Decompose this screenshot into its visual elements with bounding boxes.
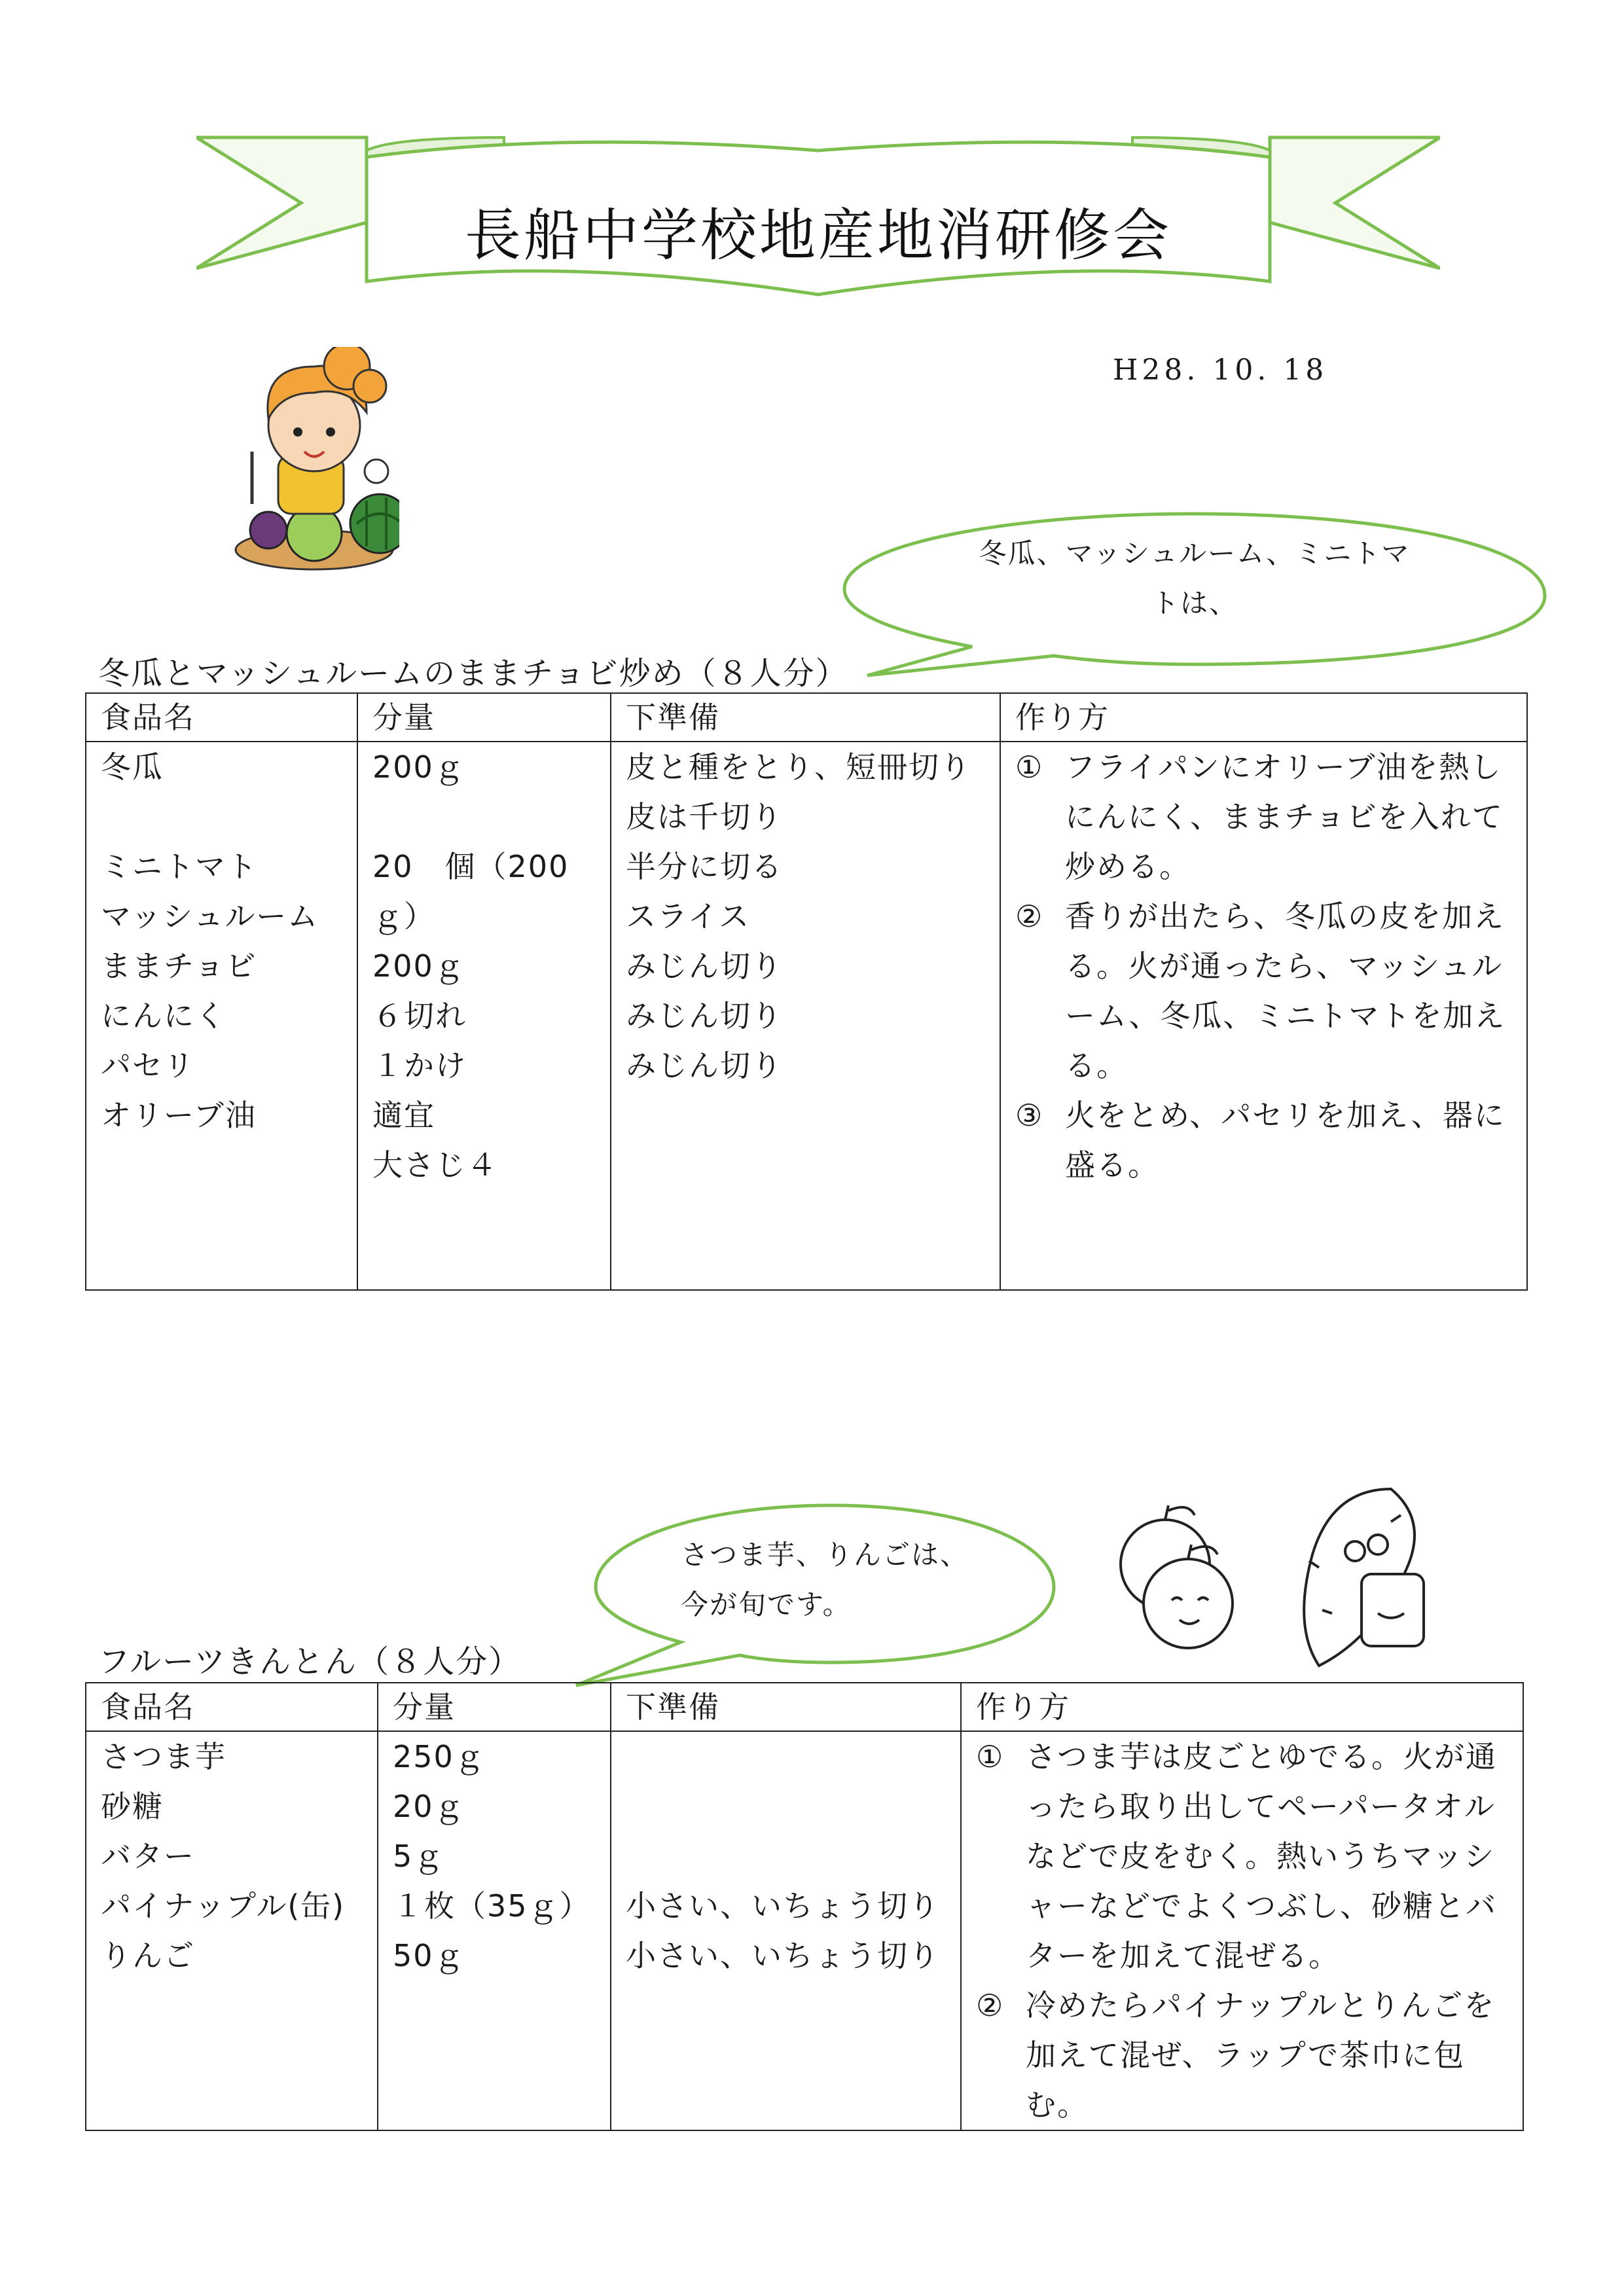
table-row	[86, 1731, 1523, 2130]
amount: 200ｇ	[372, 749, 465, 785]
amount: 20 個（200	[372, 849, 569, 884]
ingredient: りんご	[101, 1938, 195, 1973]
ingredient: さつま芋	[101, 1739, 226, 1774]
table-header-row	[86, 693, 1527, 742]
steps-cell	[961, 1731, 1523, 2130]
amounts-cell	[378, 1731, 611, 2130]
amount: １枚（35ｇ）	[393, 1888, 591, 1924]
ingredient: 砂糖	[101, 1789, 164, 1824]
apple-illustration	[1106, 1505, 1257, 1656]
recipe-title: 冬瓜とマッシュルームのままチョビ炒め（８人分）	[98, 655, 848, 692]
column-header: 分量	[378, 1683, 611, 1731]
prep-item: みじん切り	[626, 1048, 783, 1083]
step-item	[1015, 742, 1512, 891]
amount: 250ｇ	[393, 1739, 486, 1774]
mascot-illustration	[216, 347, 399, 576]
column-header: 分量	[357, 693, 611, 742]
recipe-title: フルーツきんとん（８人分）	[98, 1643, 522, 1680]
amount: 20ｇ	[393, 1789, 465, 1824]
amount: 大さじ４	[372, 1147, 498, 1183]
step-text: 香りが出たら、冬瓜の皮を加える。火が通ったら、マッシュルーム、冬瓜、ミニトマトを加える。	[1065, 899, 1506, 1083]
prep-item: 皮は千切り	[626, 799, 783, 834]
step-number: ③	[1015, 1098, 1044, 1133]
ingredient: オリーブ油	[101, 1098, 257, 1133]
prep-item: 半分に切る	[626, 849, 783, 884]
prep-item: 皮と種をとり、短冊切り	[626, 749, 971, 785]
amount: 200ｇ	[372, 948, 465, 984]
prep-cell	[611, 742, 1000, 1290]
ingredient: ミニトマト	[101, 849, 258, 884]
prep-item: みじん切り	[626, 948, 783, 984]
column-header: 作り方	[961, 1683, 1523, 1731]
column-header: 食品名	[86, 693, 357, 742]
recipe-table	[85, 1682, 1524, 2131]
prep-item: 小さい、いちょう切り	[626, 1888, 940, 1924]
column-header: 下準備	[611, 693, 1000, 742]
step-text: フライパンにオリーブ油を熱しにんにく、ままチョビを入れて炒める。	[1065, 749, 1504, 884]
amount: 50ｇ	[393, 1938, 465, 1973]
ingredient: パイナップル(缶)	[101, 1888, 346, 1924]
step-number: ①	[1015, 749, 1044, 785]
steps-cell	[1000, 742, 1527, 1290]
prep-item	[626, 1732, 946, 1782]
ingredient: パセリ	[101, 1048, 195, 1083]
step-item	[1015, 1090, 1512, 1190]
column-header: 下準備	[611, 1683, 961, 1731]
amount: ６切れ	[372, 998, 467, 1033]
step-item	[1015, 891, 1512, 1090]
ingredient: にんにく	[101, 998, 226, 1033]
page-title: 長船中学校地産地消研修会	[465, 203, 1172, 268]
amount: 5ｇ	[393, 1839, 445, 1874]
amount: ｇ）	[372, 899, 435, 934]
step-number: ②	[1015, 899, 1044, 934]
prep-cell	[611, 1731, 961, 2130]
speech-bubble-text: さつま芋、りんごは、 今が旬です。	[681, 1539, 969, 1621]
ingredients-cell	[86, 1731, 378, 2130]
recipe-table	[85, 692, 1528, 1291]
column-header: 食品名	[86, 1683, 378, 1731]
document-date: H28. 10. 18	[1113, 353, 1328, 387]
step-number: ①	[976, 1739, 1005, 1774]
step-text: 冷めたらパイナップルとりんごを加えて混ぜ、ラップで茶巾に包む。	[1026, 1988, 1496, 2123]
ingredient: ままチョビ	[101, 948, 257, 984]
speech-bubble-text: 冬瓜、マッシュルーム、ミニトマ トは、	[979, 537, 1411, 619]
amount: 適宜	[372, 1098, 435, 1133]
prep-item	[626, 1782, 946, 1831]
step-item	[976, 1981, 1508, 2130]
step-item	[976, 1732, 1508, 1981]
table-header-row	[86, 1683, 1523, 1731]
step-text: 火をとめ、パセリを加え、器に盛る。	[1065, 1098, 1506, 1183]
amount: １かけ	[372, 1048, 467, 1083]
step-text: さつま芋は皮ごとゆでる。火が通ったら取り出してペーパータオルなどで皮をむく。熱いうちマッシャーなどでよくつぶし、砂糖とバターを加えて混ぜる。	[1026, 1739, 1497, 1973]
ingredient: 冬瓜	[101, 749, 164, 785]
table-row	[86, 742, 1527, 1290]
prep-item	[626, 1831, 946, 1881]
ingredients-cell	[86, 742, 357, 1290]
ingredient: マッシュルーム	[101, 899, 319, 934]
step-number: ②	[976, 1988, 1005, 2023]
prep-item: 小さい、いちょう切り	[626, 1938, 940, 1973]
prep-item: スライス	[626, 899, 751, 934]
prep-item: みじん切り	[626, 998, 783, 1033]
column-header: 作り方	[1000, 693, 1527, 742]
ingredient: バター	[101, 1839, 195, 1874]
sweet-potato-illustration	[1293, 1482, 1443, 1672]
ingredient	[101, 792, 342, 842]
amount	[372, 792, 596, 842]
amounts-cell	[357, 742, 611, 1290]
